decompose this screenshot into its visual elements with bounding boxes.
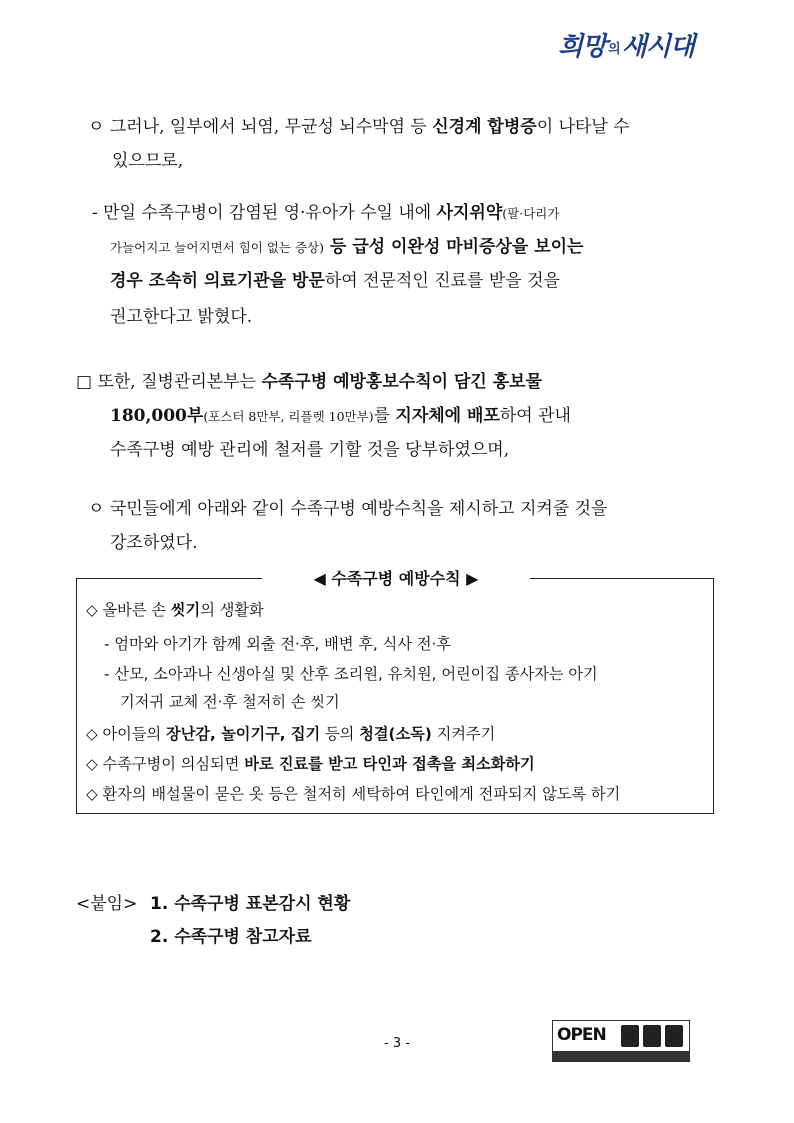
rule-item-1-sub1: - 엄마와 아기가 함께 외출 전·후, 배변 후, 식사 전·후 xyxy=(104,635,451,653)
attachment-1: 1. 수족구병 표본감시 현황 xyxy=(150,894,351,914)
para2-line4: 권고한다고 밝혔다. xyxy=(110,307,253,327)
page-number: - 3 - xyxy=(384,1036,410,1051)
para3-line1: □ 또한, 질병관리본부는 수족구병 예방홍보수칙이 담긴 홍보물 xyxy=(76,372,542,392)
para4-line2: 강조하였다. xyxy=(110,533,198,553)
rule-item-1: ◇ 올바른 손 씻기의 생활화 xyxy=(86,601,264,619)
para2-line3: 경우 조속히 의료기관을 방문하여 전문적인 진료를 받을 것을 xyxy=(110,271,560,291)
open-license-text: OPEN xyxy=(557,1025,606,1045)
para1-line2: 있으므로, xyxy=(112,151,184,171)
para2-line2: 가늘어지고 늘어지면서 힘이 없는 증상) 등 급성 이완성 마비증상을 보이는 xyxy=(110,237,584,257)
para3-line3: 수족구병 예방 관리에 철저를 기할 것을 당부하였으며, xyxy=(110,440,510,460)
license-footer-bar xyxy=(553,1051,689,1061)
rule-item-3: ◇ 수족구병이 의심되면 바로 진료를 받고 타인과 접촉을 최소화하기 xyxy=(86,755,535,773)
rule-item-4: ◇ 환자의 배설물이 묻은 옷 등은 철저히 세탁하여 타인에게 전파되지 않도록 하기 xyxy=(86,785,621,803)
rule-item-2: ◇ 아이들의 장난감, 놀이기구, 집기 등의 청결(소독) 지켜주기 xyxy=(86,725,496,743)
no-derivatives-icon xyxy=(665,1025,683,1047)
para3-line2: 180,000부(포스터 8만부, 리플렛 10만부)를 지자체에 배포하여 관내 xyxy=(110,406,571,426)
rule-item-1-sub2: - 산모, 소아과나 신생아실 및 산후 조리원, 유치원, 어린이집 종사자는 아기 xyxy=(104,665,598,683)
slogan-logo: 희망 의새시대 xyxy=(557,32,694,62)
para4-line1: ㅇ 국민들에게 아래와 같이 수족구병 예방수칙을 제시하고 지켜줄 것을 xyxy=(88,499,608,519)
para1-line1: ㅇ 그러나, 일부에서 뇌염, 무균성 뇌수막염 등 신경계 합병증이 나타날 수 xyxy=(88,117,630,137)
prevention-rules-title: ◀ 수족구병 예방수칙 ▶ xyxy=(262,566,530,592)
attribution-icon xyxy=(621,1025,639,1047)
open-license-badge xyxy=(552,1020,690,1062)
rule-item-1-sub2-cont: 기저귀 교체 전·후 철저히 손 씻기 xyxy=(120,693,340,711)
noncommercial-icon xyxy=(643,1025,661,1047)
para2-line1: - 만일 수족구병이 감염된 영·유아가 수일 내에 사지위약(팔·다리가 xyxy=(92,203,560,223)
attachment-label: <붙임> xyxy=(76,894,138,914)
attachment-2: 2. 수족구병 참고자료 xyxy=(150,927,312,947)
